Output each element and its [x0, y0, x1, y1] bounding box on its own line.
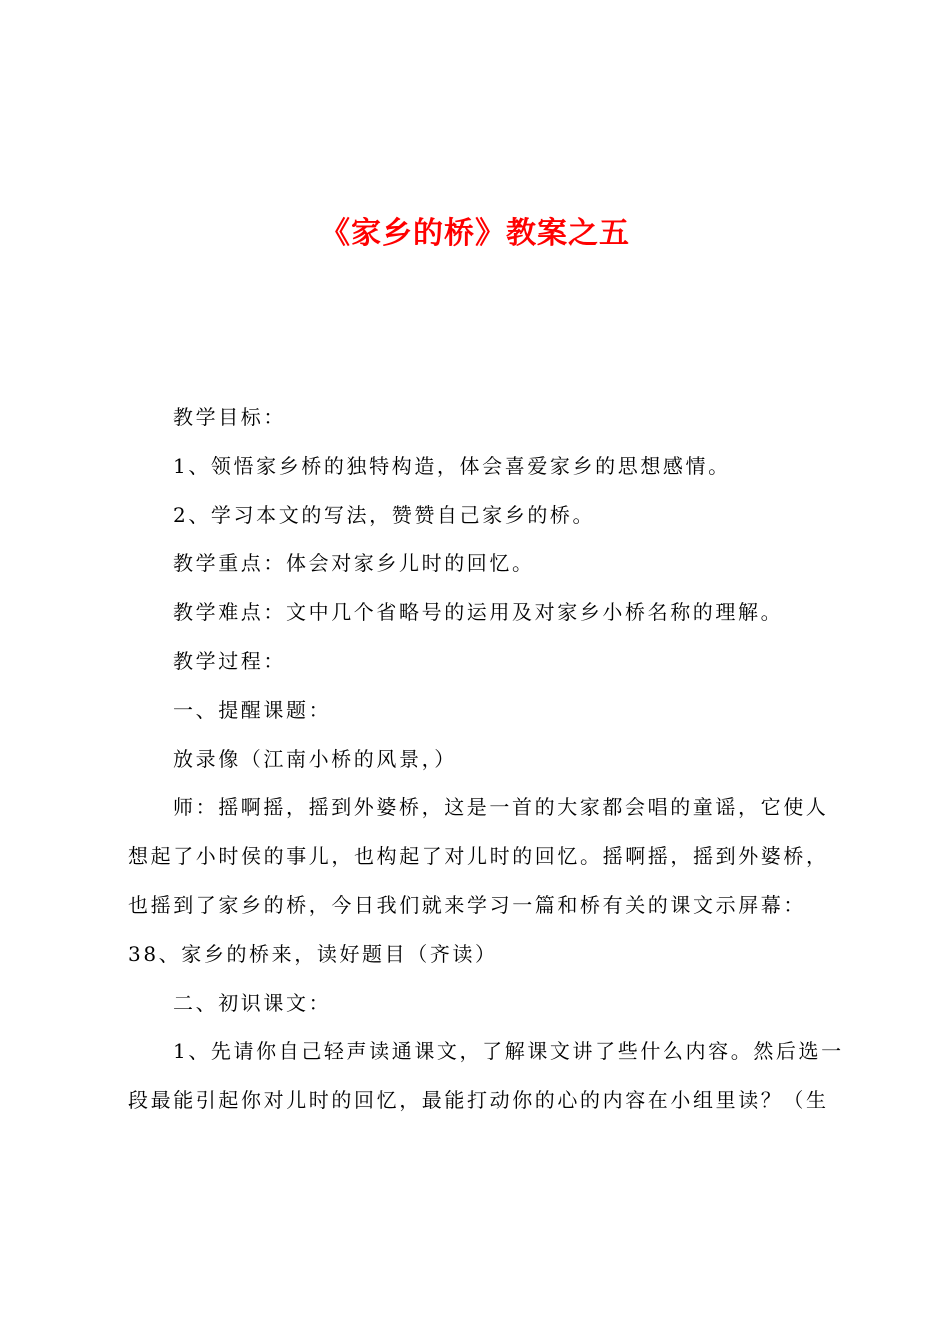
- paragraph-line: 38、家乡的桥来，读好题目（齐读）: [128, 941, 498, 966]
- document-title: 《家乡的桥》教案之五: [320, 216, 630, 251]
- paragraph-line: 师：摇啊摇，摇到外婆桥，这是一首的大家都会唱的童谣，它使人: [173, 795, 829, 820]
- paragraph-line: 一、提醒课题：: [173, 697, 332, 722]
- paragraph-line: 二、初识课文：: [173, 990, 332, 1015]
- paragraph-line: 段最能引起你对儿时的回忆，最能打动你的心的内容在小组里读？（生: [128, 1088, 829, 1113]
- paragraph-line: 教学目标：: [173, 405, 286, 429]
- paragraph-line: 1、先请你自己轻声读通课文，了解课文讲了些什么内容。然后选一: [173, 1039, 844, 1064]
- paragraph-line: 也摇到了家乡的桥，今日我们就来学习一篇和桥有关的课文示屏幕：: [128, 892, 806, 917]
- paragraph-line: 1、领悟家乡桥的独特构造，体会喜爱家乡的思想感情。: [173, 453, 731, 478]
- paragraph-line: 想起了小时侯的事儿，也构起了对儿时的回忆。摇啊摇，摇到外婆桥，: [128, 844, 829, 869]
- paragraph-line: 放录像（江南小桥的风景，）: [173, 746, 457, 771]
- document-body: [128, 393, 844, 1125]
- paragraph-line: 教学难点：文中几个省略号的运用及对家乡小桥名称的理解。: [173, 600, 784, 625]
- paragraph-line: 2、学习本文的写法，赞赞自己家乡的桥。: [173, 502, 596, 527]
- paragraph-line: 教学重点：体会对家乡儿时的回忆。: [173, 551, 535, 576]
- paragraph-line: 教学过程：: [173, 648, 286, 673]
